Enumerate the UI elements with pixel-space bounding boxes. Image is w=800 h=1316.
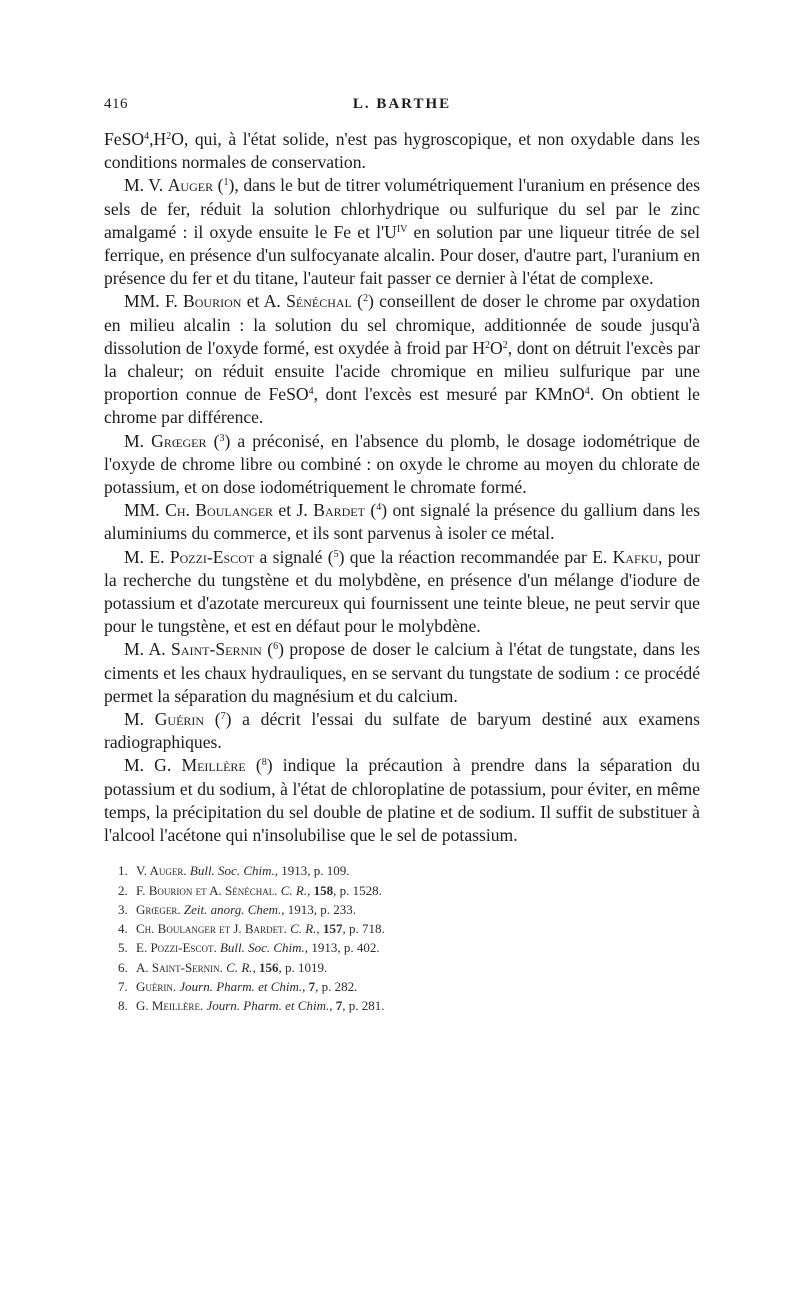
footnote <box>118 900 700 919</box>
text-run: ) propose de doser le calcium à l'état de tungstate, dans les ciments et les chaux hydrauliques, en se servant du tungstate de sodium : ce procédé permet la séparation du magnésium et du calcium. <box>104 639 700 706</box>
footnote-author: Grœger. <box>136 901 181 917</box>
paragraph-guerin <box>104 708 700 754</box>
text-run: , dont on détruit l'excès par la chaleur; on réduit ensuite l'acide chromique en milieu sulfurique par une proportion connue de FeSO <box>104 337 700 405</box>
footnote-journal: C. R., <box>280 882 311 898</box>
footnote-number: 1. <box>118 863 128 879</box>
superscript: 2 <box>485 339 491 351</box>
footnote-details: , p. 1528. <box>333 882 382 898</box>
footnote-author: V. Auger. <box>136 863 187 879</box>
text-run: M. <box>124 430 152 451</box>
footnote-ref: 3 <box>219 432 225 444</box>
footnote-journal: Journ. Pharm. et Chim., <box>206 998 333 1014</box>
footnote-author: F. Bourion et A. Sénéchal. <box>136 882 278 898</box>
text-run: ), dans le but de titrer volumétriquement l'uranium en présence des sels de fer, réduit la solution chlorhydrique ou sulfurique du sel par le zinc amalgamé : il oxyde ensuite le Fe et l'U <box>104 175 700 242</box>
author-name: Kafku <box>612 546 659 567</box>
footnote-ref: 5 <box>333 548 339 560</box>
footnote-ref: 6 <box>273 641 279 653</box>
footnote <box>118 977 700 996</box>
author-name: Auger <box>167 175 214 196</box>
text-run: M. A. <box>124 639 172 660</box>
text-run: M. G. <box>124 755 182 776</box>
footnote-author: Ch. Boulanger et J. Bardet. <box>136 921 287 937</box>
author-name: Ch. Boulanger <box>165 500 274 521</box>
text-run: O <box>490 337 503 358</box>
superscript: 4 <box>584 386 590 398</box>
footnote-number: 7. <box>118 979 128 995</box>
footnote-journal: C. R., <box>290 921 320 937</box>
superscript: 2 <box>502 339 508 351</box>
text-run: ) a préconisé, en l'absence du plomb, le dosage iodométrique de l'oxyde de chrome libre ou combiné : on oxyde le chrome au moyen du chlorate de potassium, et on dose iodométriquement le chromate formé. <box>104 430 700 498</box>
footnote-volume: 156 <box>259 959 279 975</box>
author-name: Grœger <box>151 430 207 451</box>
footnote-details: , p. 1019. <box>278 959 328 975</box>
author-name: Pozzi-Escot <box>169 546 255 567</box>
footnote-ref: 1 <box>223 177 229 189</box>
text-run: ,H <box>149 129 167 149</box>
footnote-number: 4. <box>118 921 128 937</box>
author-name: Saint-Sernin <box>171 639 262 660</box>
footnote-author: A. Saint-Sernin. <box>136 959 223 975</box>
footnote-details: , p. 281. <box>342 998 385 1014</box>
superscript: IV <box>396 223 408 235</box>
body-text <box>104 128 700 847</box>
footnote <box>118 996 700 1015</box>
superscript: 4 <box>308 386 314 398</box>
footnote-journal: Zeit. anorg. Chem., <box>183 901 285 917</box>
author-name: Meillère <box>181 755 246 776</box>
superscript: 2 <box>166 131 172 142</box>
text-run: ( <box>245 755 262 776</box>
author-name: Sénéchal <box>286 291 352 312</box>
footnote-number: 3. <box>118 901 128 917</box>
footnote-volume: 7 <box>335 998 343 1014</box>
footnote <box>118 861 700 880</box>
text-run: ( <box>204 709 221 730</box>
text-run: ) ont signalé la présence du gallium dans les aluminiums du commerce, et ils sont parvenus à isoler ce métal. <box>104 500 700 544</box>
footnote-number: 2. <box>118 882 128 898</box>
paragraph-saint-sernin <box>104 638 700 708</box>
text-run: ) que la réaction recommandée par E. <box>338 546 613 567</box>
text-run: et A. <box>241 291 287 312</box>
text-run: MM. F. <box>124 291 184 312</box>
text-run: , pour la recherche du tungstène et du molybdène, en présence d'un mélange d'iodure de potassium et d'azotate mercureux qui fournissent une teinte bleue, ne peut servir que pour le tungstène, et est en défaut pour le molybdène. <box>104 546 701 637</box>
footnote-journal: Bull. Soc. Chim., <box>189 863 278 879</box>
page-header <box>104 96 700 120</box>
footnotes <box>104 861 700 1015</box>
paragraph-continuation <box>104 128 700 174</box>
author-name: Guérin <box>154 709 205 730</box>
paragraph-auger <box>104 174 700 290</box>
text-run: . On obtient le chrome par différence. <box>104 384 700 428</box>
footnote-volume: 157 <box>322 921 343 937</box>
text-run: M. V. <box>124 175 168 196</box>
text-run: ) a décrit l'essai du sulfate de baryum destiné aux examens radiographiques. <box>104 709 700 753</box>
footnote-volume: 7 <box>308 979 316 995</box>
author-name: Bourion <box>183 291 242 312</box>
footnote-number: 5. <box>118 940 128 956</box>
text-run: et J. <box>273 500 314 521</box>
text-run: ( <box>351 291 363 312</box>
page <box>104 96 700 1016</box>
footnote-ref: 2 <box>363 293 368 305</box>
paragraph-meillere <box>104 754 700 847</box>
page-number: 416 <box>104 96 128 112</box>
text-run: M. <box>124 709 155 730</box>
footnote-author: G. Meillère. <box>136 998 204 1014</box>
footnote-number: 6. <box>118 959 128 975</box>
footnote <box>118 919 700 938</box>
footnote-details: 1913, p. 233. <box>284 901 357 917</box>
footnote-journal: C. R., <box>226 959 256 975</box>
paragraph-boulanger-bardet <box>104 499 700 545</box>
footnote-ref: 4 <box>376 502 382 514</box>
author-name: Bardet <box>313 500 365 521</box>
footnote <box>118 958 700 977</box>
superscript: 4 <box>144 131 150 142</box>
footnote <box>118 881 700 900</box>
text-run: O, qui, à l'état solide, n'est pas hygroscopique, et non oxydable dans les conditions normales de conservation. <box>104 129 700 173</box>
footnote-details: , p. 282. <box>315 979 358 995</box>
running-head: L. BARTHE <box>352 96 452 112</box>
footnote-details: 1913, p. 109. <box>278 863 350 879</box>
text-run: ( <box>206 430 220 451</box>
text-run: M. E. <box>124 546 170 567</box>
footnote-author: Guérin. <box>136 979 177 995</box>
text-run: ( <box>213 175 224 196</box>
footnote <box>118 938 700 957</box>
footnote-volume: 158 <box>313 882 334 898</box>
paragraph-bourion-senechal <box>104 290 700 429</box>
footnote-ref: 7 <box>220 711 226 723</box>
paragraph-pozzi-escot <box>104 546 700 639</box>
footnote-ref: 8 <box>261 757 267 769</box>
text-run: ( <box>261 639 274 660</box>
text-run: , dont l'excès est mesuré par KMnO <box>313 384 585 405</box>
footnote-number: 8. <box>118 998 128 1014</box>
footnote-journal: Bull. Soc. Chim., <box>219 940 309 956</box>
text-run: ) indique la précaution à prendre dans la séparation du potassium et du sodium, à l'état de chloroplatine de potassium, pour éviter, en même temps, la précipitation du sel double de platine et de sodium. Il suffit de substituer à l'alcool l'acétone qui n'insolubilise que le sel de potassium. <box>104 755 700 846</box>
text-run: a signalé ( <box>254 546 334 567</box>
text-run: FeSO <box>104 129 145 149</box>
text-run: MM. <box>124 500 166 521</box>
footnote-author: E. Pozzi-Escot. <box>136 940 217 956</box>
footnote-details: , p. 718. <box>342 921 385 937</box>
text-run: ) conseillent de doser le chrome par oxydation en milieu alcalin : la solution du sel chromique, additionnée de soude jusqu'à dissolution de l'oxyde formé, est oxydée à froid par H <box>104 291 700 358</box>
footnote-journal: Journ. Pharm. et Chim., <box>179 979 306 995</box>
text-run: ( <box>364 500 377 521</box>
footnote-details: 1913, p. 402. <box>308 940 380 956</box>
paragraph-groeger <box>104 430 700 500</box>
text-run: en solution par une liqueur titrée de sel ferrique, en présence d'un sulfocyanate alcalin. Pour doser, d'autre part, l'uranium en présence du fer et du titane, l'auteur fait passer ce dernier à l'état de complexe. <box>104 221 700 289</box>
